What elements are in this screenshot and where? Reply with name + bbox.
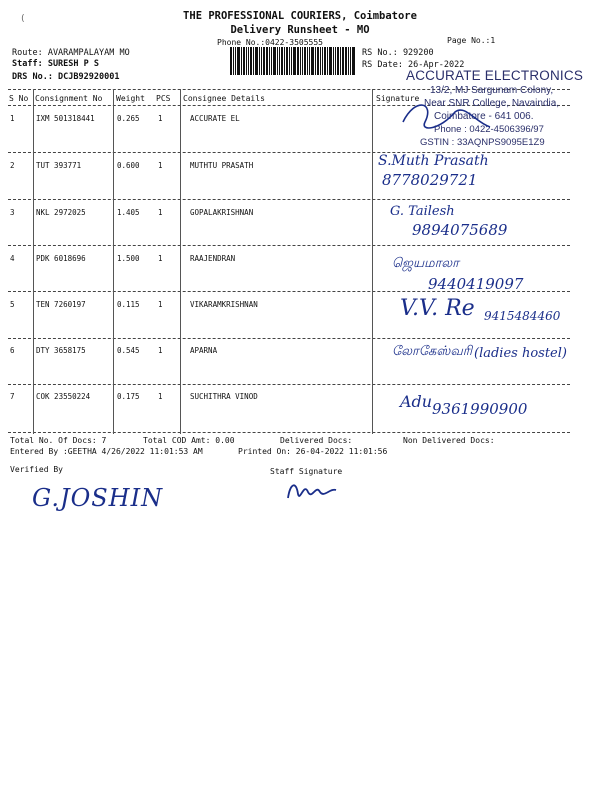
col-header-sno: S No bbox=[9, 94, 29, 103]
handwritten-phone: 9894075689 bbox=[412, 221, 508, 239]
barcode-bar bbox=[311, 47, 314, 75]
barcode-bar bbox=[253, 47, 254, 75]
row-consignment: NKL 2972025 bbox=[36, 208, 86, 217]
barcode-bar bbox=[237, 47, 240, 75]
runsheet-title: Delivery Runsheet - MO bbox=[230, 24, 370, 36]
row-consignee: GOPALAKRISHNAN bbox=[190, 208, 254, 217]
barcode-bar bbox=[307, 47, 308, 75]
row-sno: 4 bbox=[10, 254, 15, 263]
column-divider bbox=[180, 89, 181, 434]
barcode-bar bbox=[261, 47, 262, 75]
barcode-bar bbox=[320, 47, 321, 75]
barcode-bar bbox=[289, 47, 290, 75]
staff-signature-label: Staff Signature bbox=[270, 467, 343, 476]
barcode-bar bbox=[266, 47, 268, 75]
barcode-bar bbox=[259, 47, 260, 75]
stamp-address-line: Coimbatore - 641 006. bbox=[434, 111, 534, 122]
barcode-bar bbox=[273, 47, 276, 75]
barcode-bar bbox=[302, 47, 303, 75]
row-sno: 7 bbox=[10, 392, 15, 401]
barcode-bar bbox=[350, 47, 351, 75]
row-weight: 0.175 bbox=[117, 392, 140, 401]
row-consignment: TEN 7260197 bbox=[36, 300, 86, 309]
stamp-phone: Phone : 0422-4506396/97 bbox=[434, 124, 544, 135]
handwritten-signature: G. Tailesh bbox=[390, 204, 455, 219]
column-divider bbox=[372, 89, 373, 434]
barcode-bar bbox=[233, 47, 234, 75]
handwritten-phone: 9415484460 bbox=[484, 309, 561, 323]
col-header-pcs: PCS bbox=[156, 94, 171, 103]
handwritten-phone: 8778029721 bbox=[382, 171, 478, 189]
verified-by-label: Verified By bbox=[10, 465, 63, 474]
staff: Staff: SURESH P S bbox=[12, 59, 99, 69]
row-sno: 6 bbox=[10, 346, 15, 355]
handwritten-signature: S.Muth Prasath bbox=[378, 153, 489, 169]
col-header-consignment: Consignment No bbox=[35, 94, 103, 103]
page-number: Page No.:1 bbox=[447, 36, 496, 45]
corner-mark: ( bbox=[20, 14, 26, 24]
total-docs: Total No. Of Docs: 7 bbox=[10, 436, 107, 445]
stamp-gstin: GSTIN : 33AQNPS9095E1Z9 bbox=[420, 137, 545, 148]
row-consignee: VIKARAMKRISHNAN bbox=[190, 300, 258, 309]
row-consignment: TUT 393771 bbox=[36, 161, 82, 170]
row-weight: 0.115 bbox=[117, 300, 140, 309]
barcode-bar bbox=[322, 47, 323, 75]
drs-number: DRS No.: DCJB92920001 bbox=[12, 72, 120, 82]
barcode-bar bbox=[293, 47, 296, 75]
barcode-bar bbox=[348, 47, 349, 75]
table-bottom-rule bbox=[8, 432, 570, 433]
barcode-bar bbox=[297, 47, 299, 75]
rs-number: RS No.: 929200 bbox=[362, 48, 434, 58]
barcode-bar bbox=[342, 47, 344, 75]
row-rule bbox=[8, 384, 570, 385]
company-title: THE PROFESSIONAL COURIERS, Coimbatore bbox=[183, 10, 417, 22]
handwritten-signature: ஜெயமாலா bbox=[392, 256, 459, 271]
barcode-bar bbox=[250, 47, 252, 75]
barcode-bar bbox=[271, 47, 272, 75]
total-cod: Total COD Amt: 0.00 bbox=[143, 436, 235, 445]
barcode-bar bbox=[291, 47, 292, 75]
row-pcs: 1 bbox=[158, 300, 163, 309]
barcode-bar bbox=[248, 47, 249, 75]
barcode-bar bbox=[243, 47, 245, 75]
row-pcs: 1 bbox=[158, 208, 163, 217]
row-pcs: 1 bbox=[158, 114, 163, 123]
barcode-bar bbox=[269, 47, 270, 75]
barcode-bar bbox=[281, 47, 283, 75]
barcode-bar bbox=[263, 47, 265, 75]
route: Route: AVARAMPALAYAM MO bbox=[12, 48, 130, 58]
col-header-weight: Weight bbox=[116, 94, 145, 103]
col-header-consignee: Consignee Details bbox=[183, 94, 265, 103]
row-pcs: 1 bbox=[158, 346, 163, 355]
rs-date: RS Date: 26-Apr-2022 bbox=[362, 60, 465, 70]
barcode-bar bbox=[300, 47, 301, 75]
row-consignment: PDK 6018696 bbox=[36, 254, 86, 263]
row-weight: 1.405 bbox=[117, 208, 140, 217]
barcode-bar bbox=[337, 47, 339, 75]
barcode-bar bbox=[255, 47, 258, 75]
barcode-bar bbox=[315, 47, 316, 75]
barcode-bar bbox=[352, 47, 355, 75]
row-sno: 3 bbox=[10, 208, 15, 217]
row-sno: 2 bbox=[10, 161, 15, 170]
barcode-bar bbox=[284, 47, 285, 75]
barcode-bar bbox=[279, 47, 280, 75]
barcode-bar bbox=[241, 47, 242, 75]
barcode-bar bbox=[309, 47, 310, 75]
barcode-bar bbox=[317, 47, 319, 75]
row-pcs: 1 bbox=[158, 392, 163, 401]
barcode-bar bbox=[230, 47, 232, 75]
handwritten-signature: V.V. Re bbox=[400, 296, 475, 321]
row-sno: 1 bbox=[10, 114, 15, 123]
barcode-bar bbox=[340, 47, 341, 75]
handwritten-phone: 9440419097 bbox=[428, 275, 524, 293]
row-weight: 1.500 bbox=[117, 254, 140, 263]
phone-number: Phone No.:0422-3505555 bbox=[217, 38, 323, 47]
barcode-bar bbox=[286, 47, 288, 75]
row-consignee: SUCHITHRA VINOD bbox=[190, 392, 258, 401]
barcode-bar bbox=[304, 47, 306, 75]
barcode-bar bbox=[324, 47, 326, 75]
row-consignee: RAAJENDRAN bbox=[190, 254, 236, 263]
barcode-bar bbox=[333, 47, 334, 75]
stamp-name: ACCURATE ELECTRONICS bbox=[406, 68, 584, 83]
barcode-bar bbox=[246, 47, 247, 75]
row-pcs: 1 bbox=[158, 161, 163, 170]
printed-on: Printed On: 26-04-2022 11:01:56 bbox=[238, 447, 388, 456]
handwritten-signature: Adu bbox=[400, 392, 433, 411]
non-delivered-docs: Non Delivered Docs: bbox=[403, 436, 495, 445]
row-consignment: COK 23550224 bbox=[36, 392, 91, 401]
stamp-signature-scribble bbox=[395, 92, 505, 142]
row-rule bbox=[8, 338, 570, 339]
row-pcs: 1 bbox=[158, 254, 163, 263]
row-consignee: MUTHTU PRASATH bbox=[190, 161, 254, 170]
column-divider bbox=[113, 89, 114, 434]
row-consignment: IXM 501318441 bbox=[36, 114, 95, 123]
barcode bbox=[230, 47, 356, 75]
barcode-bar bbox=[327, 47, 328, 75]
row-rule bbox=[8, 199, 570, 200]
row-consignee: APARNA bbox=[190, 346, 218, 355]
handwritten-note: (ladies hostel) bbox=[474, 346, 567, 361]
row-sno: 5 bbox=[10, 300, 15, 309]
row-consignment: DTY 3658175 bbox=[36, 346, 86, 355]
verifier-signature: G.JOSHIN bbox=[32, 484, 164, 512]
row-weight: 0.545 bbox=[117, 346, 140, 355]
stamp-address-line: 13/2, MJ Sargunam Colony, bbox=[430, 85, 554, 96]
entered-by: Entered By :GEETHA 4/26/2022 11:01:53 AM bbox=[10, 447, 203, 456]
row-weight: 0.600 bbox=[117, 161, 140, 170]
barcode-bar bbox=[329, 47, 332, 75]
column-divider bbox=[33, 89, 34, 434]
barcode-bar bbox=[235, 47, 236, 75]
barcode-bar bbox=[345, 47, 347, 75]
stamp-address-line: Near SNR College, Navaindia, bbox=[424, 98, 560, 109]
barcode-bar bbox=[277, 47, 278, 75]
row-rule bbox=[8, 245, 570, 246]
col-header-signature: Signature bbox=[376, 94, 420, 103]
handwritten-phone: 9361990900 bbox=[432, 400, 528, 418]
row-consignee: ACCURATE EL bbox=[190, 114, 240, 123]
handwritten-signature: லோகேஸ்வரி bbox=[392, 344, 473, 359]
staff-signature-scribble bbox=[282, 474, 352, 504]
barcode-bar bbox=[335, 47, 336, 75]
delivered-docs: Delivered Docs: bbox=[280, 436, 353, 445]
row-weight: 0.265 bbox=[117, 114, 140, 123]
